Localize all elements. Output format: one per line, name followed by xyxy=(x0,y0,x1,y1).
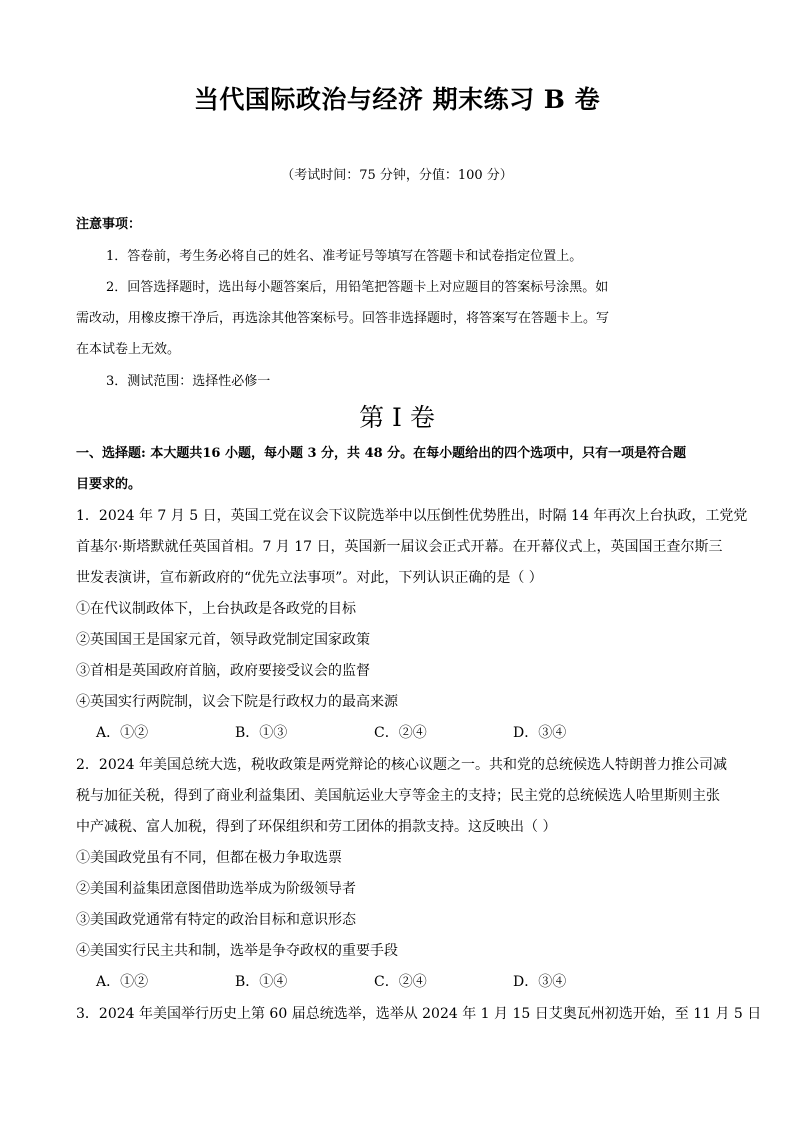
question-2-statement: ①美国政党虽有不同，但都在极力争取选票 xyxy=(76,850,342,866)
question-1-statement: ④英国实行两院制，议会下院是行政权力的最高来源 xyxy=(76,694,398,710)
option-c: C．②④ xyxy=(374,974,427,990)
option-c: C．②④ xyxy=(374,725,427,741)
section-instructions: 目要求的。 xyxy=(76,477,142,492)
notice-line: 2．回答选择题时，选出每小题答案后，用铅笔把答题卡上对应题目的答案标号涂黑。如 xyxy=(106,280,609,295)
question-3-stem: 3．2024 年美国举行历史上第 60 届总统选举，选举从 2024 年 1 月 15 日艾奥瓦州初选开始，至 11 月 5 日 xyxy=(76,1006,762,1022)
notice-line: 1．答卷前，考生务必将自己的姓名、准考证号等填写在答题卡和试卷指定位置上。 xyxy=(106,249,583,264)
option-b: B．①③ xyxy=(235,725,288,741)
question-2-stem: 税与加征关税，得到了商业利益集团、美国航运业大亨等金主的支持；民主党的总统候选人哈里斯则主张 xyxy=(76,788,720,804)
question-2-statement: ③美国政党通常有特定的政治目标和意识形态 xyxy=(76,912,356,928)
notice-line: 在本试卷上无效。 xyxy=(76,342,181,357)
question-2-stem: 2．2024 年美国总统大选，税收政策是两党辩论的核心议题之一。共和党的总统候选人特朗普力推公司减 xyxy=(76,757,727,773)
option-a: A．①② xyxy=(96,725,149,741)
section-title: 第 I 卷 xyxy=(359,403,435,432)
page-title: 当代国际政治与经济 期末练习 B 卷 xyxy=(193,85,601,114)
exam-info: （考试时间：75 分钟，分值：100 分） xyxy=(281,168,513,183)
question-1-stem: 1．2024 年 7 月 5 日，英国工党在议会下议院选举中以压倒性优势胜出，时隔 14 年再次上台执政，工党党 xyxy=(76,508,748,524)
question-1-options xyxy=(96,722,652,742)
notice-line: 需改动，用橡皮擦干净后，再选涂其他答案标号。回答非选择题时，将答案写在答题卡上。写 xyxy=(76,311,610,326)
notice-line: 3．测试范围：选择性必修一 xyxy=(106,374,271,389)
question-1-stem: 首基尔·斯塔默就任英国首相。7 月 17 日，英国新一届议会正式开幕。在开幕仪式上，英国国王查尔斯三 xyxy=(76,539,723,555)
option-b: B．①④ xyxy=(235,974,288,990)
question-1-stem: 世发表演讲，宣布新政府的“优先立法事项”。对此，下列认识正确的是（ ） xyxy=(76,570,543,586)
question-2-stem: 中产减税、富人加税，得到了环保组织和劳工团体的捐款支持。这反映出（ ） xyxy=(76,819,557,835)
section-instructions: 一、选择题: 本大题共16 小题，每小题 3 分，共 48 分。在每小题给出的四个选项中，只有一项是符合题 xyxy=(76,446,687,461)
question-1-statement: ②英国国王是国家元首，领导政党制定国家政策 xyxy=(76,632,370,648)
option-d: D．③④ xyxy=(513,725,567,741)
question-1-statement: ③首相是英国政府首脑，政府要接受议会的监督 xyxy=(76,663,370,679)
question-2-statement: ②美国利益集团意图借助选举成为阶级领导者 xyxy=(76,881,356,897)
question-2-statement: ④美国实行民主共和制，选举是争夺政权的重要手段 xyxy=(76,943,398,959)
question-1-statement: ①在代议制政体下，上台执政是各政党的目标 xyxy=(76,601,356,617)
notice-heading: 注意事项： xyxy=(76,217,142,232)
option-a: A．①② xyxy=(96,974,149,990)
question-2-options xyxy=(96,971,652,991)
option-d: D．③④ xyxy=(513,974,567,990)
